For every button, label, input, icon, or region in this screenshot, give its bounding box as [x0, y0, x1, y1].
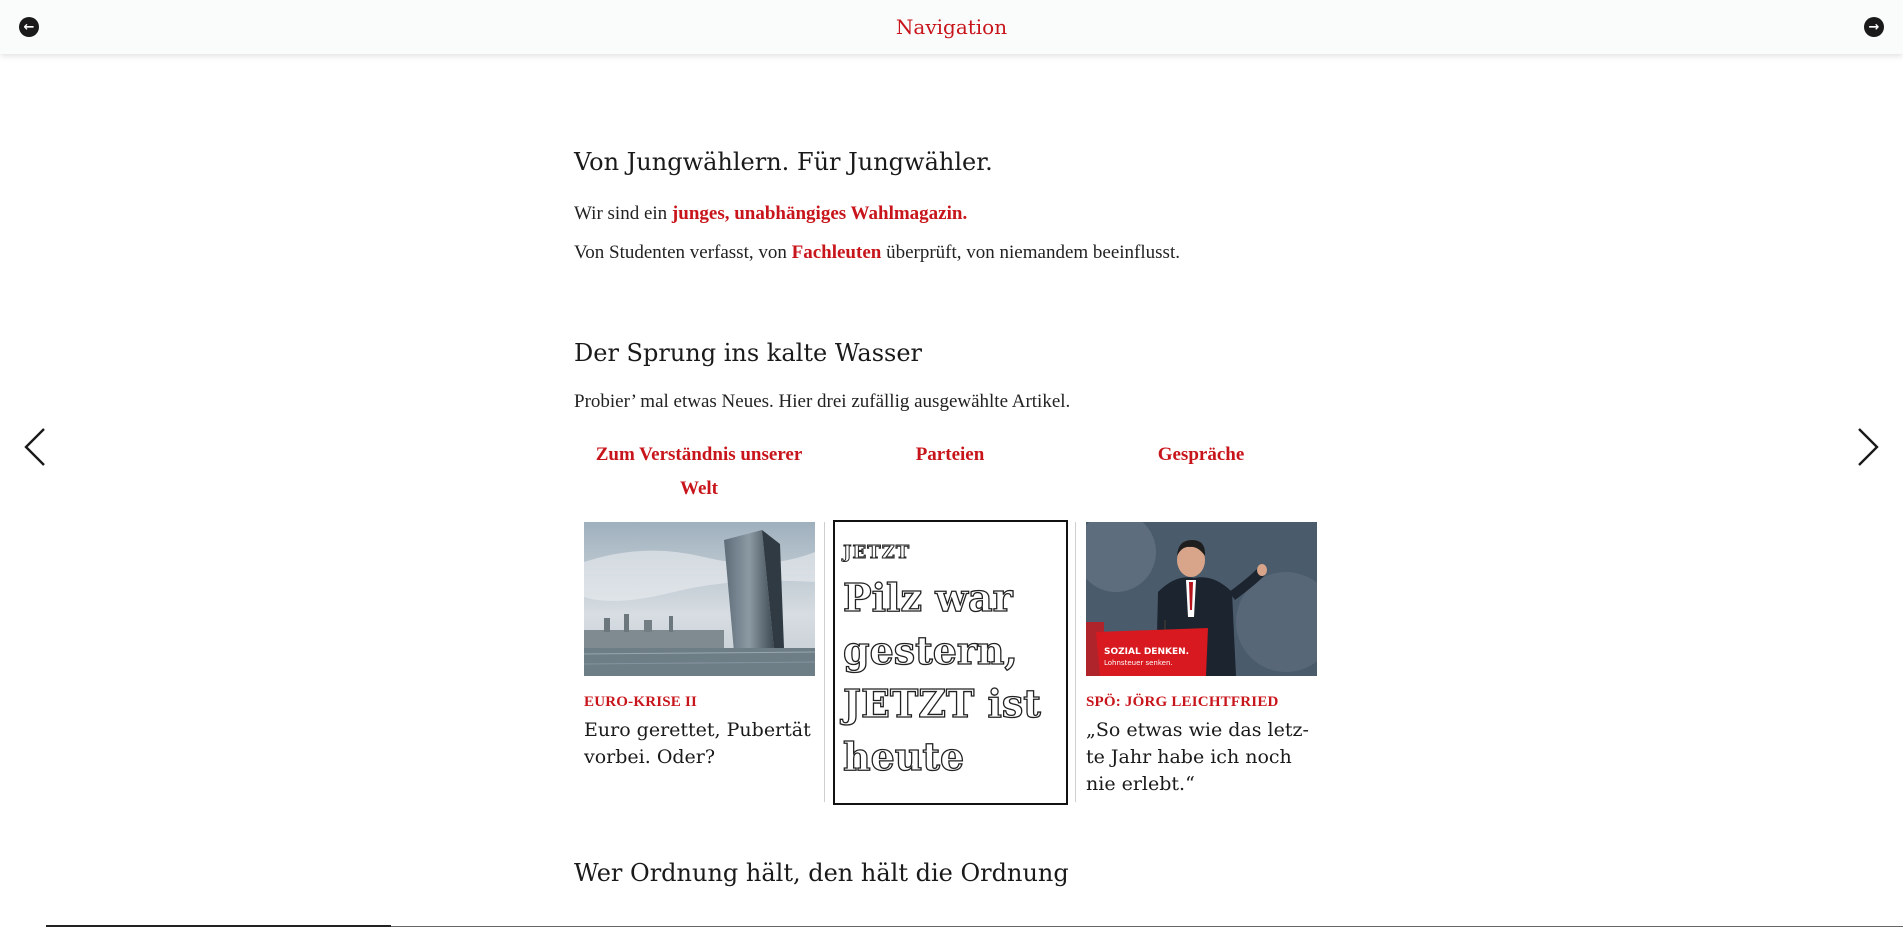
card-divider [1075, 522, 1076, 802]
magazine-link[interactable]: junges, unabhängiges Wahlmagazin [671, 203, 963, 224]
article-headline[interactable]: Euro gerettet, Pubertät vorbei. Oder? [584, 719, 811, 768]
ecb-building-image[interactable] [584, 522, 815, 676]
category-link-verstaendnis[interactable]: Zum Verständnis unserer Welt [595, 444, 803, 499]
arrow-right-circle-icon[interactable]: → [1864, 17, 1884, 37]
intro-line-1-prefix: Wir sind ein [574, 203, 672, 224]
intro-line-1 [574, 203, 967, 225]
navigation-title[interactable]: Navigation [895, 15, 1008, 39]
chevron-left-icon[interactable] [20, 426, 50, 468]
intro-line-1-suffix: . [962, 203, 968, 224]
experts-link[interactable]: Fachleuten [791, 242, 882, 263]
article-headline[interactable]: „So etwas wie das letz-te Jahr habe ich noch nie erlebt.“ [1086, 719, 1309, 795]
sprung-subtitle: Probier’ mal etwas Neues. Hier drei zufällig ausgewählte Artikel. [574, 391, 1071, 412]
sprung-heading: Der Sprung ins kalte Wasser [574, 339, 923, 367]
card-divider [824, 522, 825, 802]
intro-line-2 [574, 242, 1180, 264]
speaker-podium-image[interactable] [1086, 522, 1317, 676]
intro-line-2-prefix: Von Studenten verfasst, von [574, 242, 792, 263]
category-link-parteien[interactable]: Parteien [915, 444, 985, 465]
article-card-euro [584, 522, 815, 771]
podium-slogan: SOZIAL DENKEN. [1104, 647, 1190, 657]
podium-slogan-sub: Lohnsteuer senken. [1104, 659, 1173, 667]
article-headline: Pilz war gestern, JETZT ist heute [843, 575, 1041, 779]
arrow-left-circle-icon[interactable]: ← [19, 17, 39, 37]
intro-line-2-suffix: überprüft, von niemandem beeinflusst. [881, 242, 1180, 263]
article-kicker: SPÖ: JÖRG LEICHTFRIED [1086, 694, 1279, 710]
article-kicker: EURO-KRISE II [584, 694, 698, 710]
ordnung-heading: Wer Ordnung hält, den hält die Ordnung [574, 859, 1069, 887]
chevron-right-icon[interactable] [1853, 426, 1883, 468]
top-navigation-bar [0, 0, 1903, 54]
article-card-spoe [1086, 522, 1317, 798]
jetzt-logo: JETZT [843, 542, 911, 563]
article-card-jetzt[interactable] [833, 520, 1068, 805]
category-link-gespraeche[interactable]: Gespräche [1157, 444, 1245, 465]
intro-heading: Von Jungwählern. Für Jungwähler. [574, 148, 993, 176]
